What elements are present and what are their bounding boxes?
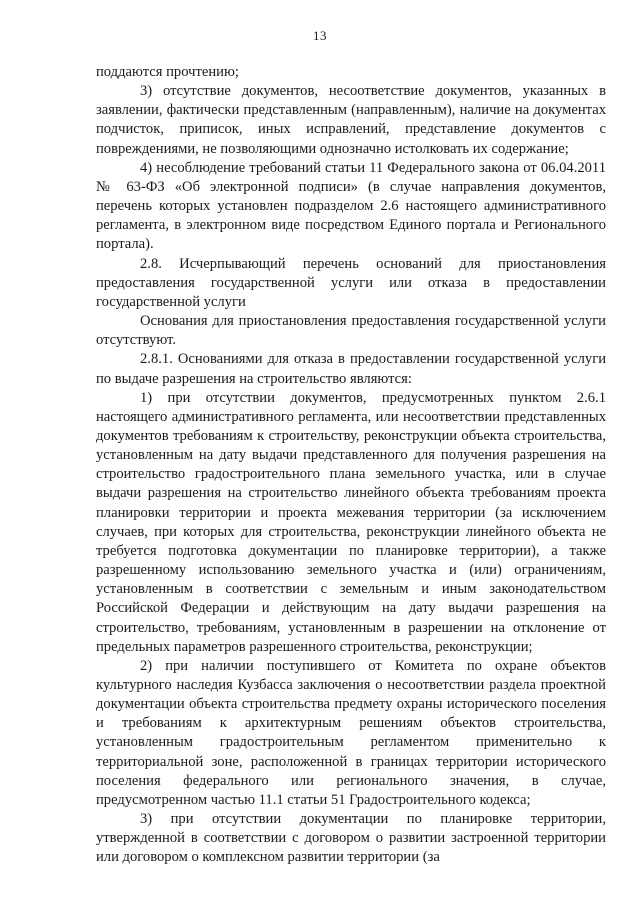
- document-body: [96, 63, 606, 868]
- paragraph: 2) при наличии поступившего от Комитета по охране объектов культурного наследия Кузбасса заключения о несоответствии раздела проектной документации объекта строительства предмету охраны исторического поселения и требованиям к архитектурным решениям объектов строительства, установленным градостроительным регламентом применительно к территориальной зоне, расположенной в границах территории исторического поселения федерального или регионального значения, в случае, предусмотренном частью 11.1 статьи 51 Градостроительного кодекса;: [96, 657, 606, 808]
- paragraph: 4) несоблюдение требований статьи 11 Федерального закона от 06.04.2011 № 63-ФЗ «Об электронной подписи» (в случае направления документов, перечень которых установлен подразделом 2.6 настоящего административного регламента, в электронном виде посредством Единого портала и Регионального портала).: [96, 159, 606, 253]
- page-number: 13: [313, 28, 327, 43]
- paragraph: 1) при отсутствии документов, предусмотренных пунктом 2.6.1 настоящего административного регламента, или несоответствии представленных документов требованиям к строительству, реконструкции объекта строительства, установленным на дату выдачи представленного для получения разрешения на строительство градостроительного плана земельного участка, или в случае выдачи разрешения на строительство линейного объекта требованиям проекта планировки территории и проекта межевания территории (за исключением случаев, при которых для строительства, реконструкции линейного объекта не требуется подготовка документации по планировке территории), а также разрешенному использованию земельного участка и (или) ограничениям, установленным в соответствии с земельным и иным законодательством Российской Федерации и действующим на дату выдачи разрешения на строительство, требованиям, установленным в разрешении на отклонение от предельных параметров разрешенного строительства, реконструкции;: [96, 389, 606, 655]
- paragraph: Основания для приостановления предоставления государственной услуги отсутствуют.: [96, 313, 606, 349]
- paragraph: 3) отсутствие документов, несоответствие документов, указанных в заявлении, фактически представленным (направленным), наличие на документах подчисток, приписок, иных исправлений, представление документов с повреждениями, не позволяющими однозначно истолковать их содержание;: [96, 83, 606, 157]
- paragraph: 3) при отсутствии документации по планировке территории, утвержденной в соответствии с договором о развитии застроенной территории или договором о комплексном развитии территории (за: [96, 811, 606, 866]
- paragraph: поддаются прочтению;: [96, 64, 239, 80]
- section-heading: 2.8. Исчерпывающий перечень оснований для приостановления предоставления государственной услуги или отказа в предоставлении государственной услуги: [96, 255, 606, 310]
- paragraph: 2.8.1. Основаниями для отказа в предоставлении государственной услуги по выдаче разрешения на строительство являются:: [96, 351, 606, 387]
